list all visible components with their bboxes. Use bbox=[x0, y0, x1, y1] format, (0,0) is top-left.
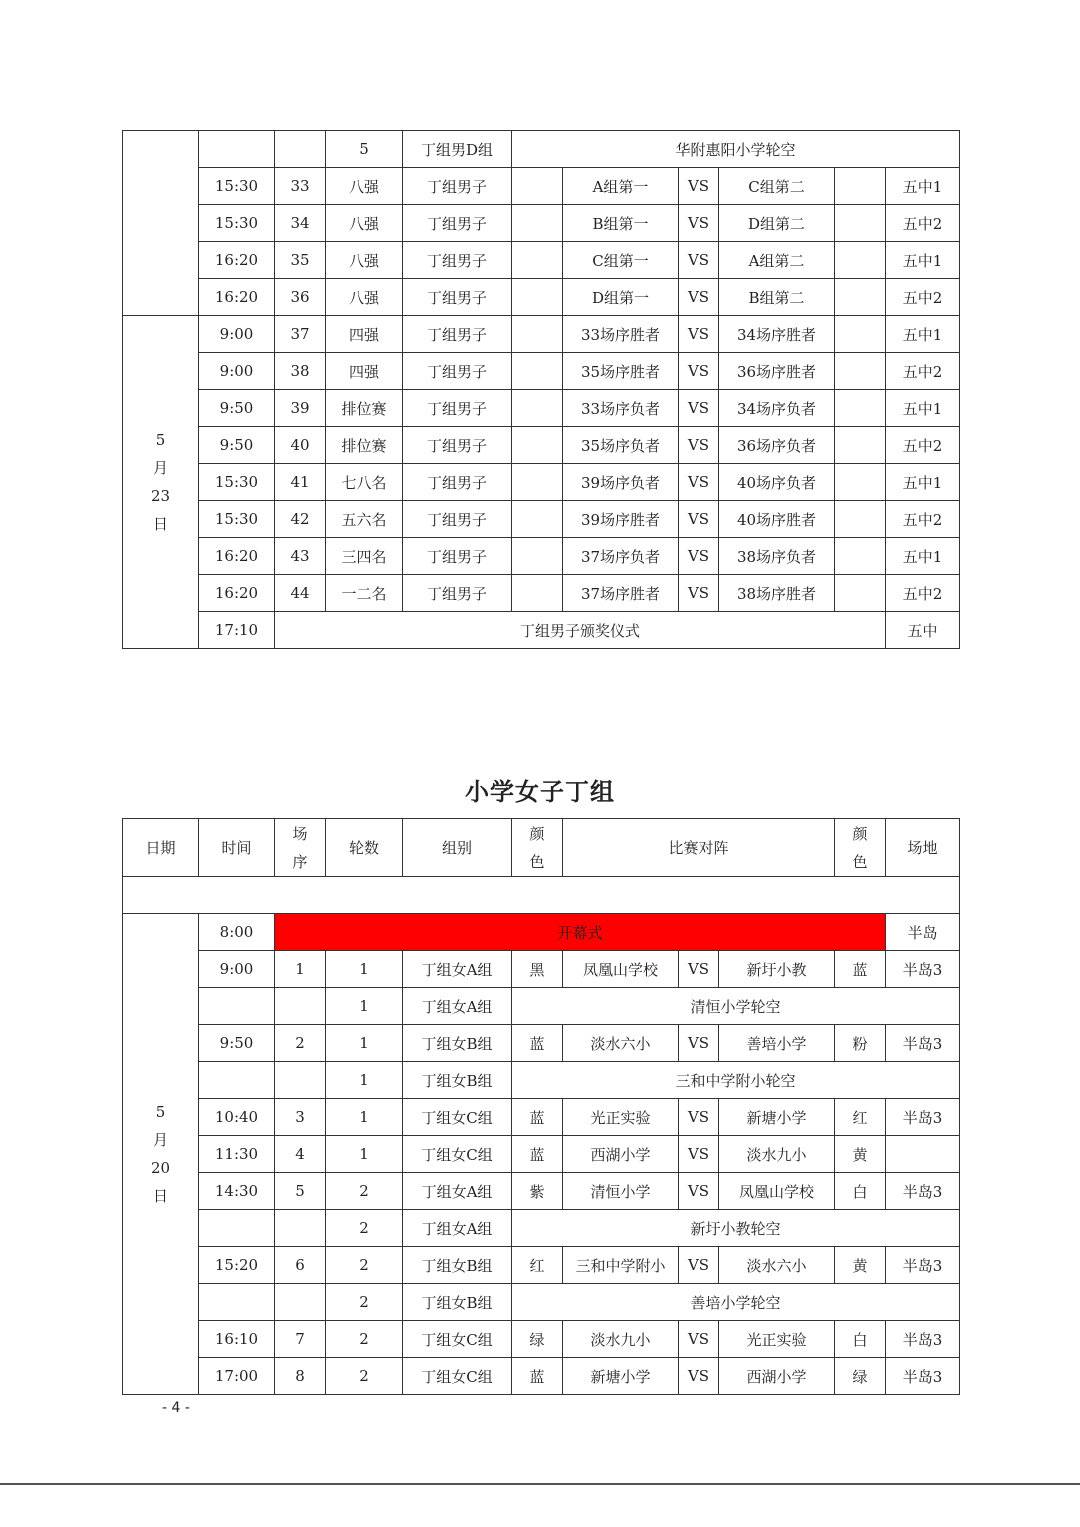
bye-row: 2 丁组女B组 善培小学轮空 bbox=[123, 1284, 960, 1321]
award-ceremony-text: 丁组男子颁奖仪式 bbox=[275, 612, 886, 649]
group-cell: 丁组男D组 bbox=[403, 131, 512, 168]
table-row: 17:00 8 2 丁组女C组 蓝 新塘小学 VS 西湖小学 绿 半岛3 bbox=[123, 1358, 960, 1395]
date-cell-empty bbox=[123, 131, 199, 316]
blank-row bbox=[123, 877, 960, 914]
table-row: 16:20 36 八强 丁组男子 D组第一 VS B组第二 五中2 bbox=[123, 279, 960, 316]
header-time: 时间 bbox=[199, 819, 275, 877]
table-row: 9:00 1 1 丁组女A组 黑 凤凰山学校 VS 新圩小教 蓝 半岛3 bbox=[123, 951, 960, 988]
bye-text: 华附惠阳小学轮空 bbox=[512, 131, 960, 168]
table-row: 9:50 40 排位赛 丁组男子 35场序负者 VS 36场序负者 五中2 bbox=[123, 427, 960, 464]
header-venue: 场地 bbox=[886, 819, 960, 877]
girls-d-group-schedule-table bbox=[122, 818, 960, 1395]
table-row: 9:00 38 四强 丁组男子 35场序胜者 VS 36场序胜者 五中2 bbox=[123, 353, 960, 390]
award-row: 17:10 丁组男子颁奖仪式 五中 bbox=[123, 612, 960, 649]
table-row: 16:20 43 三四名 丁组男子 37场序负者 VS 38场序负者 五中1 bbox=[123, 538, 960, 575]
bye-text: 新圩小教轮空 bbox=[512, 1210, 960, 1247]
header-match: 比赛对阵 bbox=[563, 819, 835, 877]
table-row: 10:40 3 1 丁组女C组 蓝 光正实验 VS 新塘小学 红 半岛3 bbox=[123, 1099, 960, 1136]
bye-text: 清恒小学轮空 bbox=[512, 988, 960, 1025]
date-cell-may-20: 5 月 20 日 bbox=[123, 914, 199, 1395]
opening-ceremony-banner: 开幕式 bbox=[275, 914, 886, 951]
table-row: 15:30 33 八强 丁组男子 A组第一 VS C组第二 五中1 bbox=[123, 168, 960, 205]
page-number: - 4 - bbox=[162, 1400, 190, 1416]
footer-divider bbox=[0, 1483, 1080, 1485]
opening-row: 5 月 20 日 8:00 开幕式 半岛 bbox=[123, 914, 960, 951]
table-row: 5 月 23 日 9:00 37 四强 丁组男子 33场序胜者 VS 34场序胜者 五中1 bbox=[123, 316, 960, 353]
table-row: 16:20 44 一二名 丁组男子 37场序胜者 VS 38场序胜者 五中2 bbox=[123, 575, 960, 612]
header-date: 日期 bbox=[123, 819, 199, 877]
bye-row: 1 丁组女B组 三和中学附小轮空 bbox=[123, 1062, 960, 1099]
table-row: 14:30 5 2 丁组女A组 紫 清恒小学 VS 凤凰山学校 白 半岛3 bbox=[123, 1173, 960, 1210]
bye-row: 1 丁组女A组 清恒小学轮空 bbox=[123, 988, 960, 1025]
bye-row bbox=[123, 131, 960, 168]
table-row: 11:30 4 1 丁组女C组 蓝 西湖小学 VS 淡水九小 黄 bbox=[123, 1136, 960, 1173]
bye-text: 善培小学轮空 bbox=[512, 1284, 960, 1321]
men-schedule-table-continued bbox=[122, 130, 960, 649]
table-row: 15:30 41 七八名 丁组男子 39场序负者 VS 40场序负者 五中1 bbox=[123, 464, 960, 501]
header-match-no: 场 序 bbox=[275, 819, 326, 877]
header-row bbox=[123, 819, 960, 877]
bye-text: 三和中学附小轮空 bbox=[512, 1062, 960, 1099]
table-row: 16:10 7 2 丁组女C组 绿 淡水九小 VS 光正实验 白 半岛3 bbox=[123, 1321, 960, 1358]
header-group: 组别 bbox=[403, 819, 512, 877]
section-title: 小学女子丁组 bbox=[465, 778, 615, 806]
round-cell: 5 bbox=[326, 131, 403, 168]
table-row: 16:20 35 八强 丁组男子 C组第一 VS A组第二 五中1 bbox=[123, 242, 960, 279]
table-row: 15:30 42 五六名 丁组男子 39场序胜者 VS 40场序胜者 五中2 bbox=[123, 501, 960, 538]
table-row: 15:30 34 八强 丁组男子 B组第一 VS D组第二 五中2 bbox=[123, 205, 960, 242]
bye-row: 2 丁组女A组 新圩小教轮空 bbox=[123, 1210, 960, 1247]
date-cell-may-23: 5 月 23 日 bbox=[123, 316, 199, 649]
header-round: 轮数 bbox=[326, 819, 403, 877]
header-color-b: 颜 色 bbox=[835, 819, 886, 877]
header-color-a: 颜 色 bbox=[512, 819, 563, 877]
table-row: 9:50 2 1 丁组女B组 蓝 淡水六小 VS 善培小学 粉 半岛3 bbox=[123, 1025, 960, 1062]
table-row: 15:20 6 2 丁组女B组 红 三和中学附小 VS 淡水六小 黄 半岛3 bbox=[123, 1247, 960, 1284]
table-row: 9:50 39 排位赛 丁组男子 33场序负者 VS 34场序负者 五中1 bbox=[123, 390, 960, 427]
